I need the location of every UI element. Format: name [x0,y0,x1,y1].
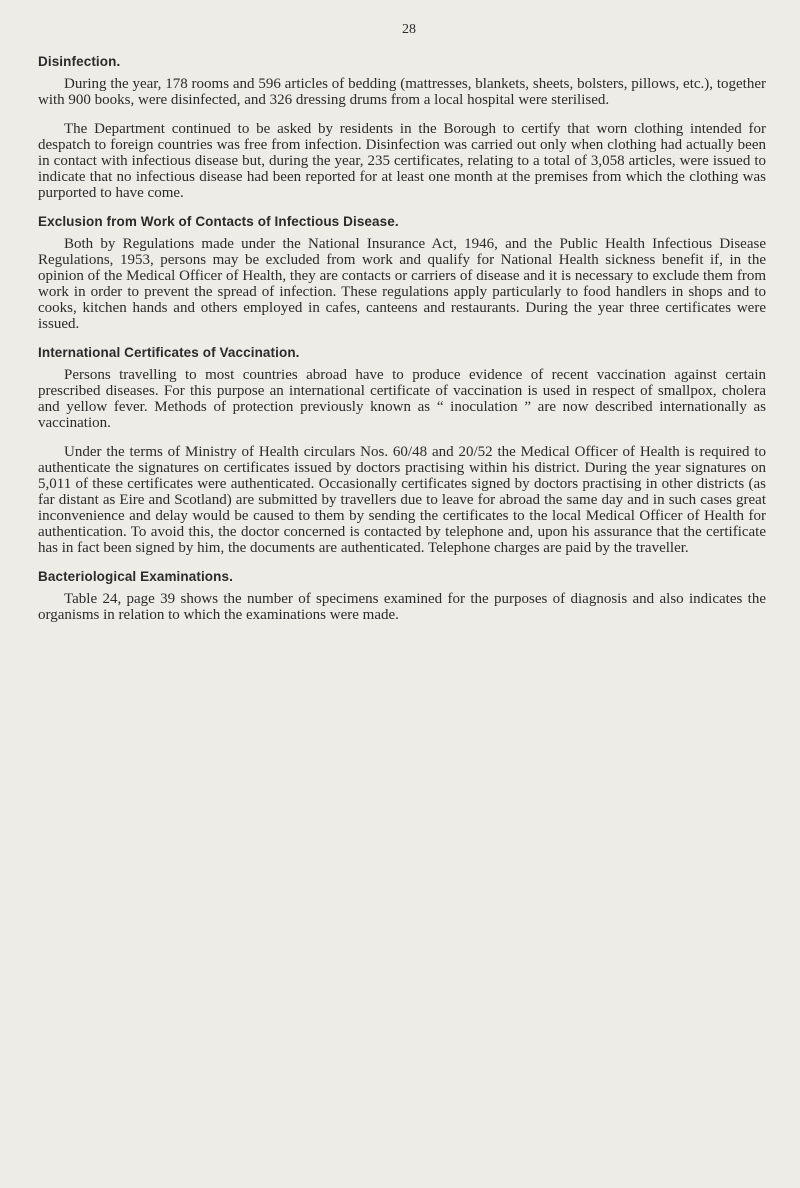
paragraph: The Department continued to be asked by residents in the Borough to certify that worn clothing intended for despatch to foreign countries was free from infection. Disinfection was carried out only when clothing had actually been in contact with infectious disease but, during the year, 235 certificates, relating to a total of 3,058 articles, were issued to indicate that no infectious disease had been reported for at least one month at the premises from which the clothing was purported to have come. [38,121,766,201]
document-page [38,22,766,636]
paragraph: Both by Regulations made under the National Insurance Act, 1946, and the Public Health Infectious Disease Regulations, 1953, persons may be excluded from work and qualify for National Health sickness benefit if, in the opinion of the Medical Officer of Health, they are contacts or carriers of disease and it is necessary to exclude them from work in order to prevent the spread of infection. These regulations apply particularly to food handlers in shops and to cooks, kitchen hands and others employed in cafes, canteens and restaurants. During the year three certificates were issued. [38,236,766,332]
section-heading: International Certificates of Vaccination. [38,345,300,360]
section-exclusion-from-work [38,214,766,332]
page-number: 28 [402,22,416,37]
paragraph: During the year, 178 rooms and 596 articles of bedding (mattresses, blankets, sheets, bolsters, pillows, etc.), together with 900 books, were disinfected, and 326 dressing drums from a local hospital were sterilised. [38,76,766,108]
section-heading: Disinfection. [38,54,121,69]
section-international-certificates [38,345,766,556]
section-bacteriological-examinations [38,569,766,623]
section-heading: Bacteriological Examinations. [38,569,233,584]
section-heading: Exclusion from Work of Contacts of Infectious Disease. [38,214,399,229]
paragraph: Persons travelling to most countries abroad have to produce evidence of recent vaccination against certain prescribed diseases. For this purpose an international certificate of vaccination is used in respect of smallpox, cholera and yellow fever. Methods of protection previously known as “ inoculation ” are now described internationally as vaccination. [38,367,766,431]
paragraph: Table 24, page 39 shows the number of specimens examined for the purposes of diagnosis and also indicates the organisms in relation to which the examinations were made. [38,591,766,623]
section-disinfection [38,54,766,201]
paragraph: Under the terms of Ministry of Health circulars Nos. 60/48 and 20/52 the Medical Officer of Health is required to authenticate the signatures on certificates issued by doctors practising within his district. During the year signatures on 5,011 of these certificates were authenticated. Occasionally certificates signed by doctors practising in other districts (as far distant as Eire and Scotland) are submitted by travellers due to leave for abroad the same day and in such cases great inconvenience and delay would be caused to them by sending the certificates to the local Medical Officer of Health for authentication. To avoid this, the doctor concerned is contacted by telephone and, upon his assurance that the certificate has in fact been signed by him, the documents are authenticated. Telephone charges are paid by the traveller. [38,444,766,556]
